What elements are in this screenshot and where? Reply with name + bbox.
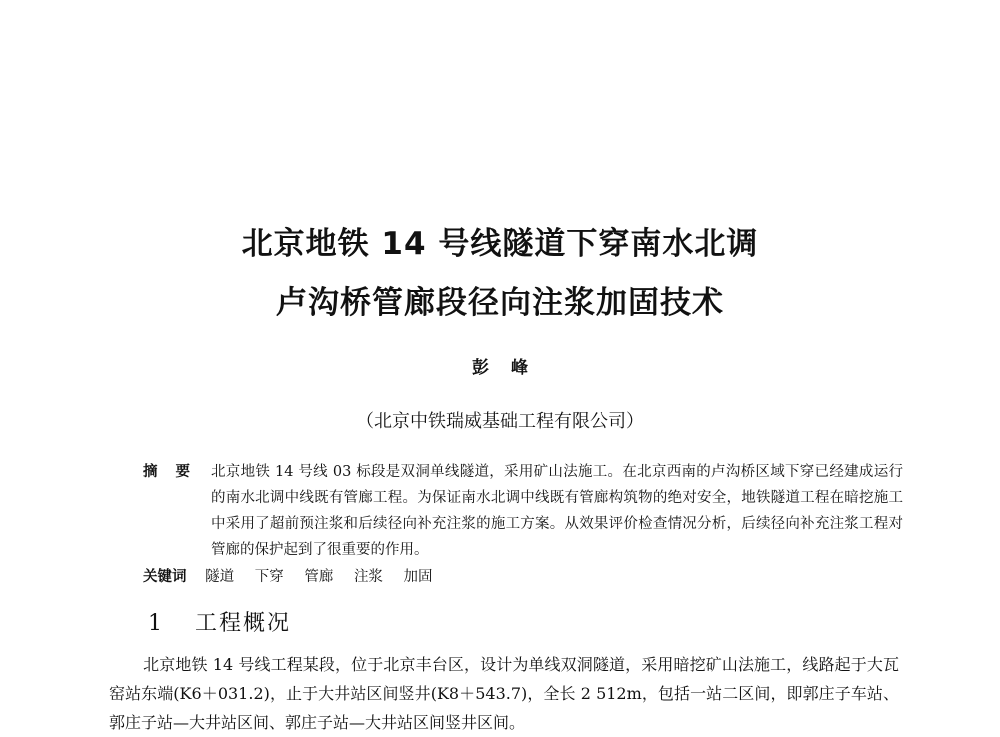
author-name: 彭峰 — [472, 358, 550, 378]
keyword-item: 注浆 — [353, 569, 383, 585]
abstract-text: 北京地铁 14 号线 03 标段是双洞单线隧道，采用矿山法施工。在北京西南的卢沟桥区域下穿已经建成运行的南水北调中线既有管廊工程。为保证南水北调中线既有管廊构筑物的绝对安全，地铁隧道工程在暗挖施工中采用了超前预注浆和后续径向补充注浆的施工方案。从效果评价检查情况分析，后续径向补充注浆工程对管廊的保护起到了很重要的作用。 — [211, 464, 903, 558]
body-paragraph — [109, 650, 899, 737]
section-number: 1 — [148, 611, 164, 636]
keyword-item: 下穿 — [254, 569, 284, 585]
section-heading — [148, 606, 291, 637]
paper-title-line-2: 卢沟桥管廊段径向注浆加固技术 — [276, 285, 724, 321]
abstract-label: 摘要 — [143, 464, 208, 480]
paper-title-line-1: 北京地铁 14 号线隧道下穿南水北调 — [241, 226, 759, 262]
keyword-item: 加固 — [403, 569, 433, 585]
section-title: 工程概况 — [195, 611, 292, 636]
keyword-item: 隧道 — [205, 569, 235, 585]
body-paragraph-text: 北京地铁 14 号线工程某段，位于北京丰台区，设计为单线双洞隧道，采用暗挖矿山法施工，线路起于大瓦窑站东端(K6＋031.2)，止于大井站区间竖井(K8＋543.7)，全长 2 512m，包括一站二区间，即郭庄子车站、郭庄子站—大井站区间、郭庄子站—大井站区间竖井区间。 — [109, 655, 899, 732]
author-affiliation: （北京中铁瑞威基础工程有限公司） — [356, 411, 644, 432]
keywords-label: 关键词 — [143, 569, 187, 585]
abstract-block — [143, 459, 903, 563]
keywords-block — [143, 566, 449, 588]
keyword-item: 管廊 — [304, 569, 334, 585]
